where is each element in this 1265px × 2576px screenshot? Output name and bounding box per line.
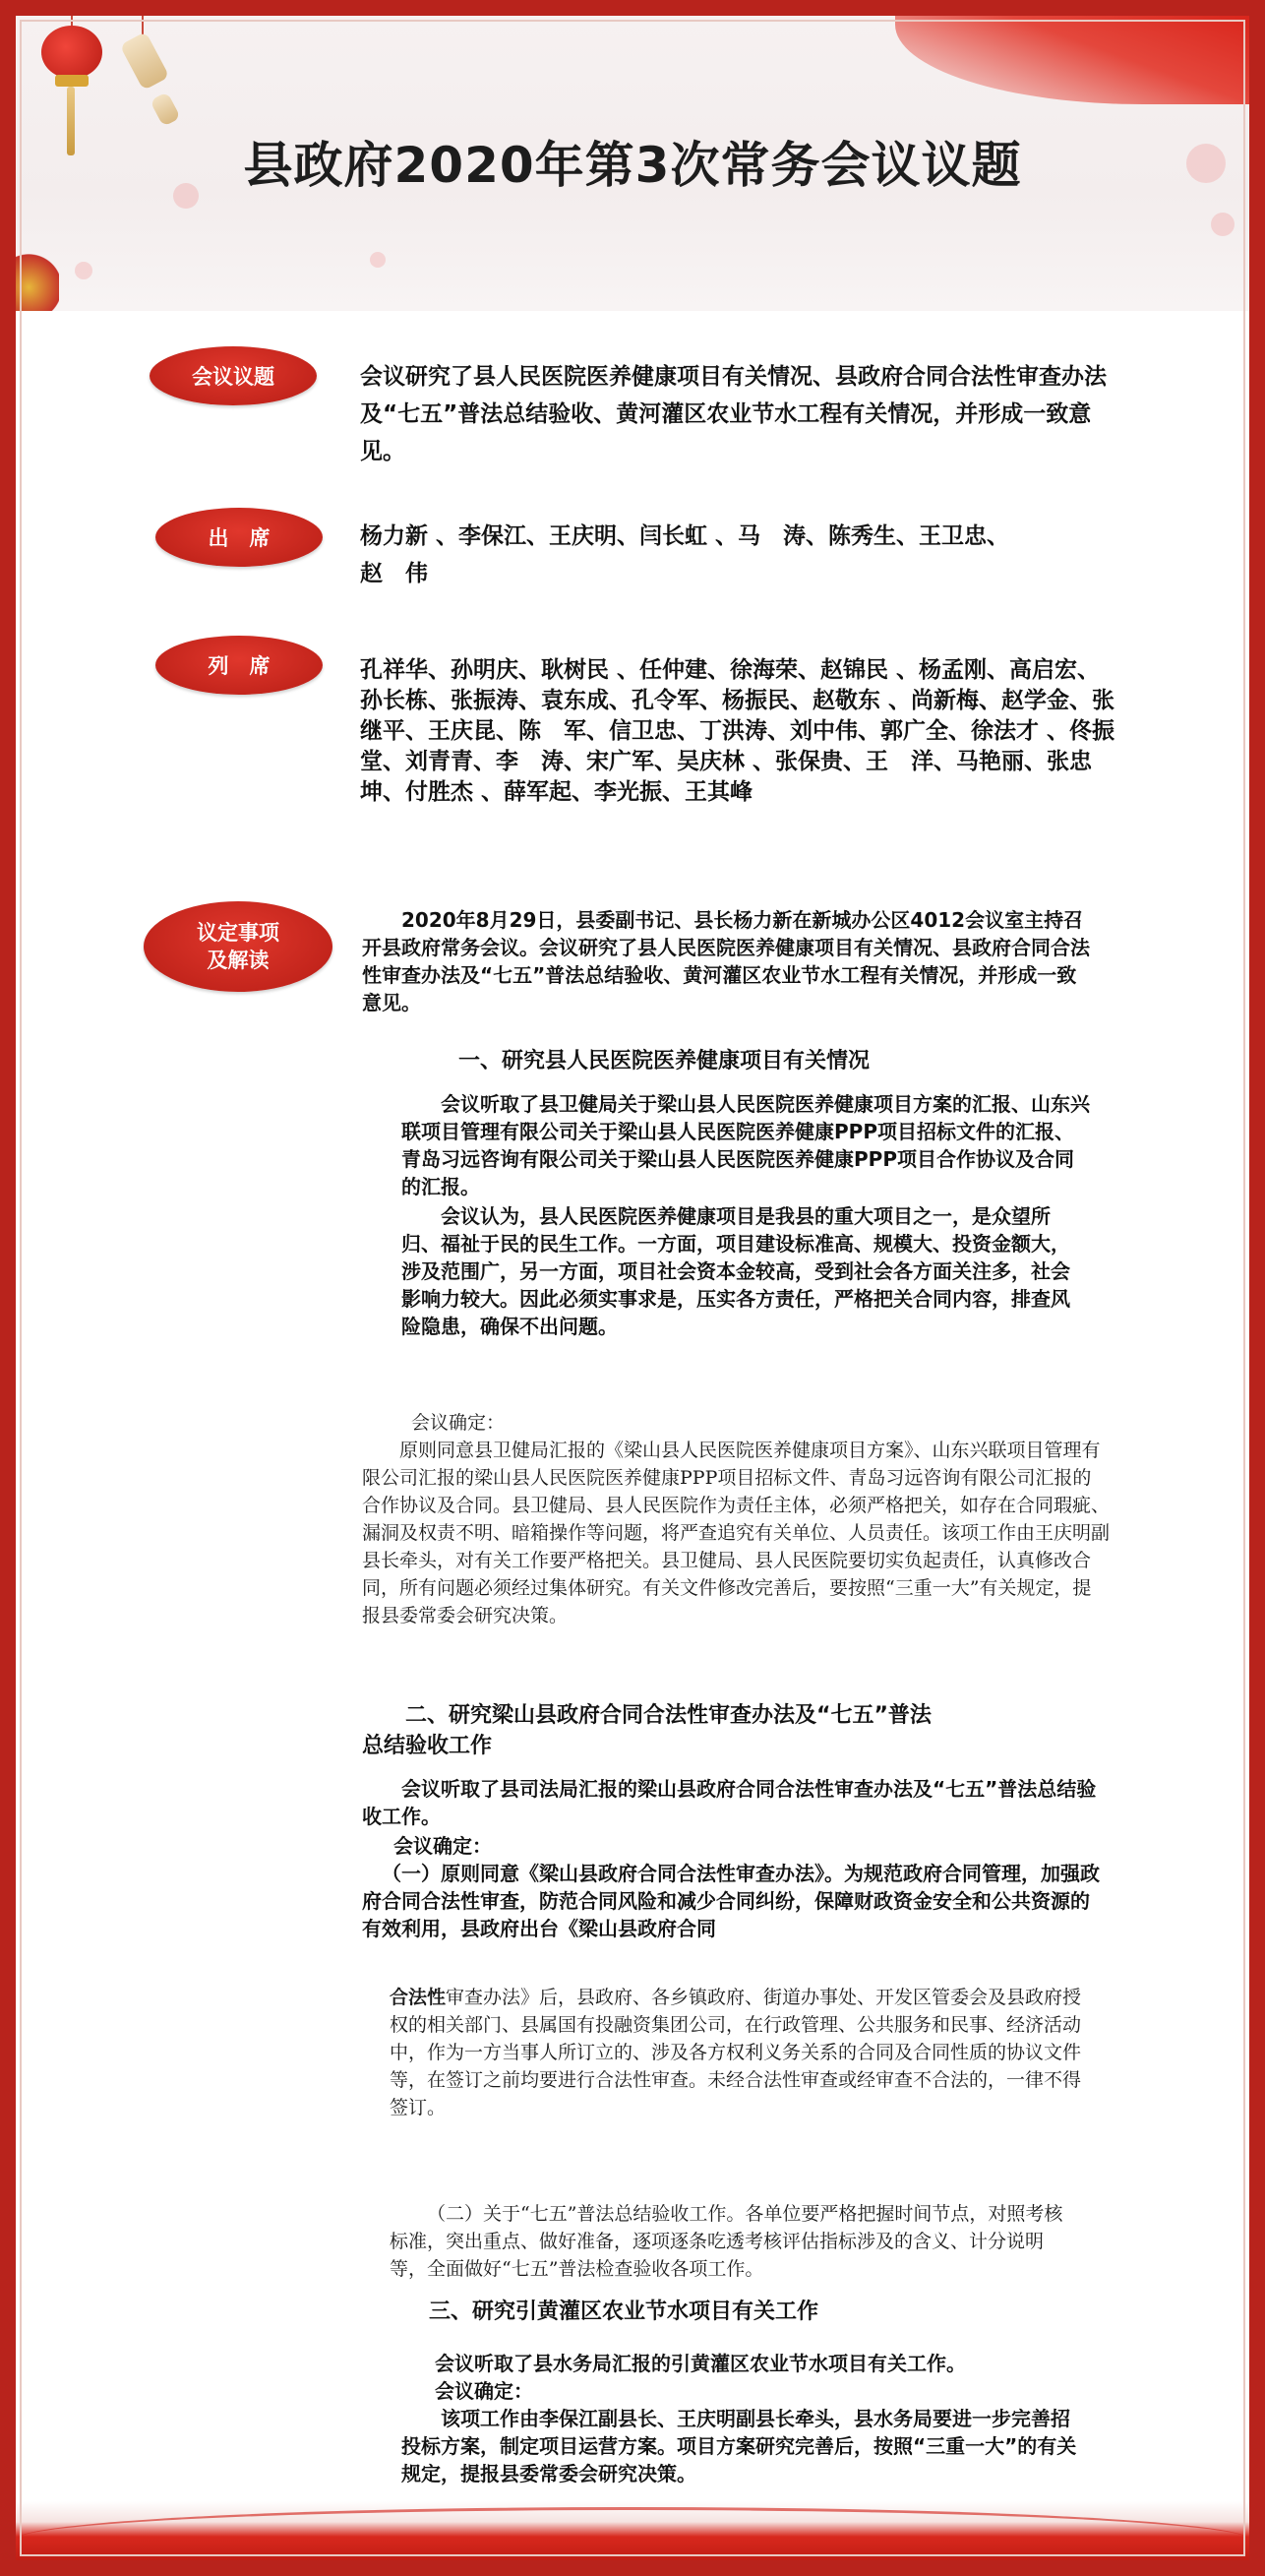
section-1-confirm: 会议确定： bbox=[411, 1412, 506, 1434]
section-1-p3: 原则同意县卫健局汇报的《梁山县人民医院医养健康项目方案》、山东兴联项目管理有限公司汇报的梁山县人民医院医养健康PPP项目招标文件、青岛习远咨询有限公司汇报的合作协议及合同。县卫健局、县人民医院作为责任主体，必须严格把关，如存在合同瑕疵、漏洞及权责不明、暗箱操作等问题，将严查追究有关单位、人员责任。该项工作由王庆明副县长牵头，对有关工作要严格把关。县卫健局、县人民医院要切实负起责任，认真修改合同，所有问题必须经过集体研究。有关文件修改完善后，要按照“三重一大”有关规定，提报县委常委会研究决策。 bbox=[362, 1440, 1111, 1626]
lantern-icon bbox=[41, 26, 102, 79]
section-2-p3 bbox=[390, 1984, 1088, 2121]
badge-present-label: 列 席 bbox=[208, 654, 271, 678]
badge-decision-label: 议定事项 及解读 bbox=[197, 920, 279, 972]
section-2-p4: （二）关于“七五”普法总结验收工作。各单位要严格把握时间节点，对照考核标准，突出重点、做好准备，逐项逐条吃透考核评估指标涉及的含义、计分说明等，全面做好“七五”普法检查验收各项工作。 bbox=[390, 2203, 1063, 2280]
section-2-p2: （一）原则同意《梁山县政府合同合法性审查办法》。为规范政府合同管理，加强政府合同合法性审查，防范合同风险和减少合同纠纷，保障财政资金安全和公共资源的有效利用，县政府出台《梁山县政府合同 bbox=[362, 1862, 1100, 1940]
section-3-title: 三、研究引黄灌区农业节水项目有关工作 bbox=[429, 2300, 819, 2324]
badge-topic-label: 会议议题 bbox=[192, 365, 274, 389]
attend-line-2: 赵 伟 bbox=[360, 561, 428, 586]
section-2-p3-rest: 审查办法》后，县政府、各乡镇政府、街道办事处、开发区管委会及县政府授权的相关部门、县属国有投融资集团公司，在行政管理、公共服务和民事、经济活动中，作为一方当事人所订立的、涉及各方权利义务关系的合同及合同性质的协议文件等，在签订之前均要进行合法性审查。未经合法性审查或经审查不合法的，一律不得签订。 bbox=[390, 1987, 1082, 2118]
badge-present bbox=[155, 636, 323, 695]
bubble-decoration bbox=[75, 262, 92, 279]
bubble-decoration bbox=[370, 252, 386, 268]
section-2-title-line-2: 总结验收工作 bbox=[362, 1734, 493, 1758]
section-2-title-line-1: 二、研究梁山县政府合同合法性审查办法及“七五”普法 bbox=[405, 1703, 932, 1728]
badge-attend bbox=[155, 508, 323, 567]
badge-decision bbox=[144, 901, 332, 992]
badge-topic bbox=[150, 346, 317, 405]
section-2-p1: 会议听取了县司法局汇报的梁山县政府合同合法性审查办法及“七五”普法总结验收工作。 bbox=[362, 1777, 1097, 1828]
page-title: 县政府2020年第3次常务会议议题 bbox=[243, 137, 1022, 194]
corner-ornament-icon bbox=[16, 252, 59, 311]
small-lamp-icon bbox=[120, 31, 170, 91]
section-2-p3-bold: 合法性 bbox=[390, 1987, 447, 2008]
footer-wave-decoration bbox=[16, 2501, 1249, 2560]
attend-list bbox=[360, 518, 1147, 592]
present-list: 孔祥华、孙明庆、耿树民 、任仲建、徐海荣、赵锦民 、杨孟刚、高启宏、孙长栋、张振涛、袁东成、孔令军、杨振民、赵敬东 、尚新梅、赵学金、张继平、王庆昆、陈 军、信卫忠、丁洪涛、刘中伟、郭广全、徐法才 、佟振堂、刘青青、李 涛、宋广军、吴庆林 、张保贵、王 洋、马艳丽、张忠坤、付胜杰 、薛军起、李光振、王其峰 bbox=[360, 657, 1115, 805]
section-3-p2: 该项工作由李保江副县长、王庆明副县长牵头，县水务局要进一步完善招投标方案，制定项目运营方案。项目方案研究完善后，按照“三重一大”的有关规定，提报县委常委会研究决策。 bbox=[401, 2407, 1077, 2485]
section-1-p2: 会议认为，县人民医院医养健康项目是我县的重大项目之一，是众望所归、福祉于民的民生工作。一方面，项目建设标准高、规模大、投资金额大，涉及范围广，另一方面，项目社会资本金较高，受到社会各方面关注多，社会影响力较大。因此必须实事求是，压实各方责任，严格把关合同内容，排查风险隐患，确保不出问题。 bbox=[401, 1204, 1070, 1338]
bubble-decoration bbox=[1211, 213, 1235, 236]
section-2-title bbox=[362, 1698, 1129, 1759]
section-1-title: 一、研究县人民医院医养健康项目有关情况 bbox=[458, 1049, 871, 1073]
section-1-p1: 会议听取了县卫健局关于梁山县人民医院医养健康项目方案的汇报、山东兴联项目管理有限公司关于梁山县人民医院医养健康PPP项目招标文件的汇报、青岛习远咨询有限公司关于梁山县人民医院医养健康PPP项目合作协议及合同的汇报。 bbox=[401, 1092, 1090, 1198]
topic-text: 会议研究了县人民医院医养健康项目有关情况、县政府合同合法性审查办法及“七五”普法总结验收、黄河灌区农业节水工程有关情况，并形成一致意见。 bbox=[360, 364, 1107, 464]
section-3-confirm: 会议确定： bbox=[435, 2379, 533, 2403]
red-flag-decoration bbox=[895, 16, 1249, 104]
badge-attend-label: 出 席 bbox=[208, 526, 271, 550]
lantern-cap bbox=[55, 75, 89, 87]
section-2-confirm: 会议确定： bbox=[393, 1834, 492, 1858]
attend-line-1: 杨力新 、李保江、王庆明、闫长虹 、马 涛、陈秀生、王卫忠、 bbox=[360, 523, 1010, 549]
header-banner bbox=[16, 16, 1249, 311]
section-3-p1: 会议听取了县水务局汇报的引黄灌区农业节水项目有关工作。 bbox=[435, 2352, 966, 2375]
small-lamp-icon bbox=[150, 92, 181, 127]
decision-intro: 2020年8月29日，县委副书记、县长杨力新在新城办公区4012会议室主持召开县政府常务会议。会议研究了县人民医院医养健康项目有关情况、县政府合同合法性审查办法及“七五”普法总结验收、黄河灌区农业节水工程有关情况，并形成一致意见。 bbox=[362, 908, 1090, 1014]
